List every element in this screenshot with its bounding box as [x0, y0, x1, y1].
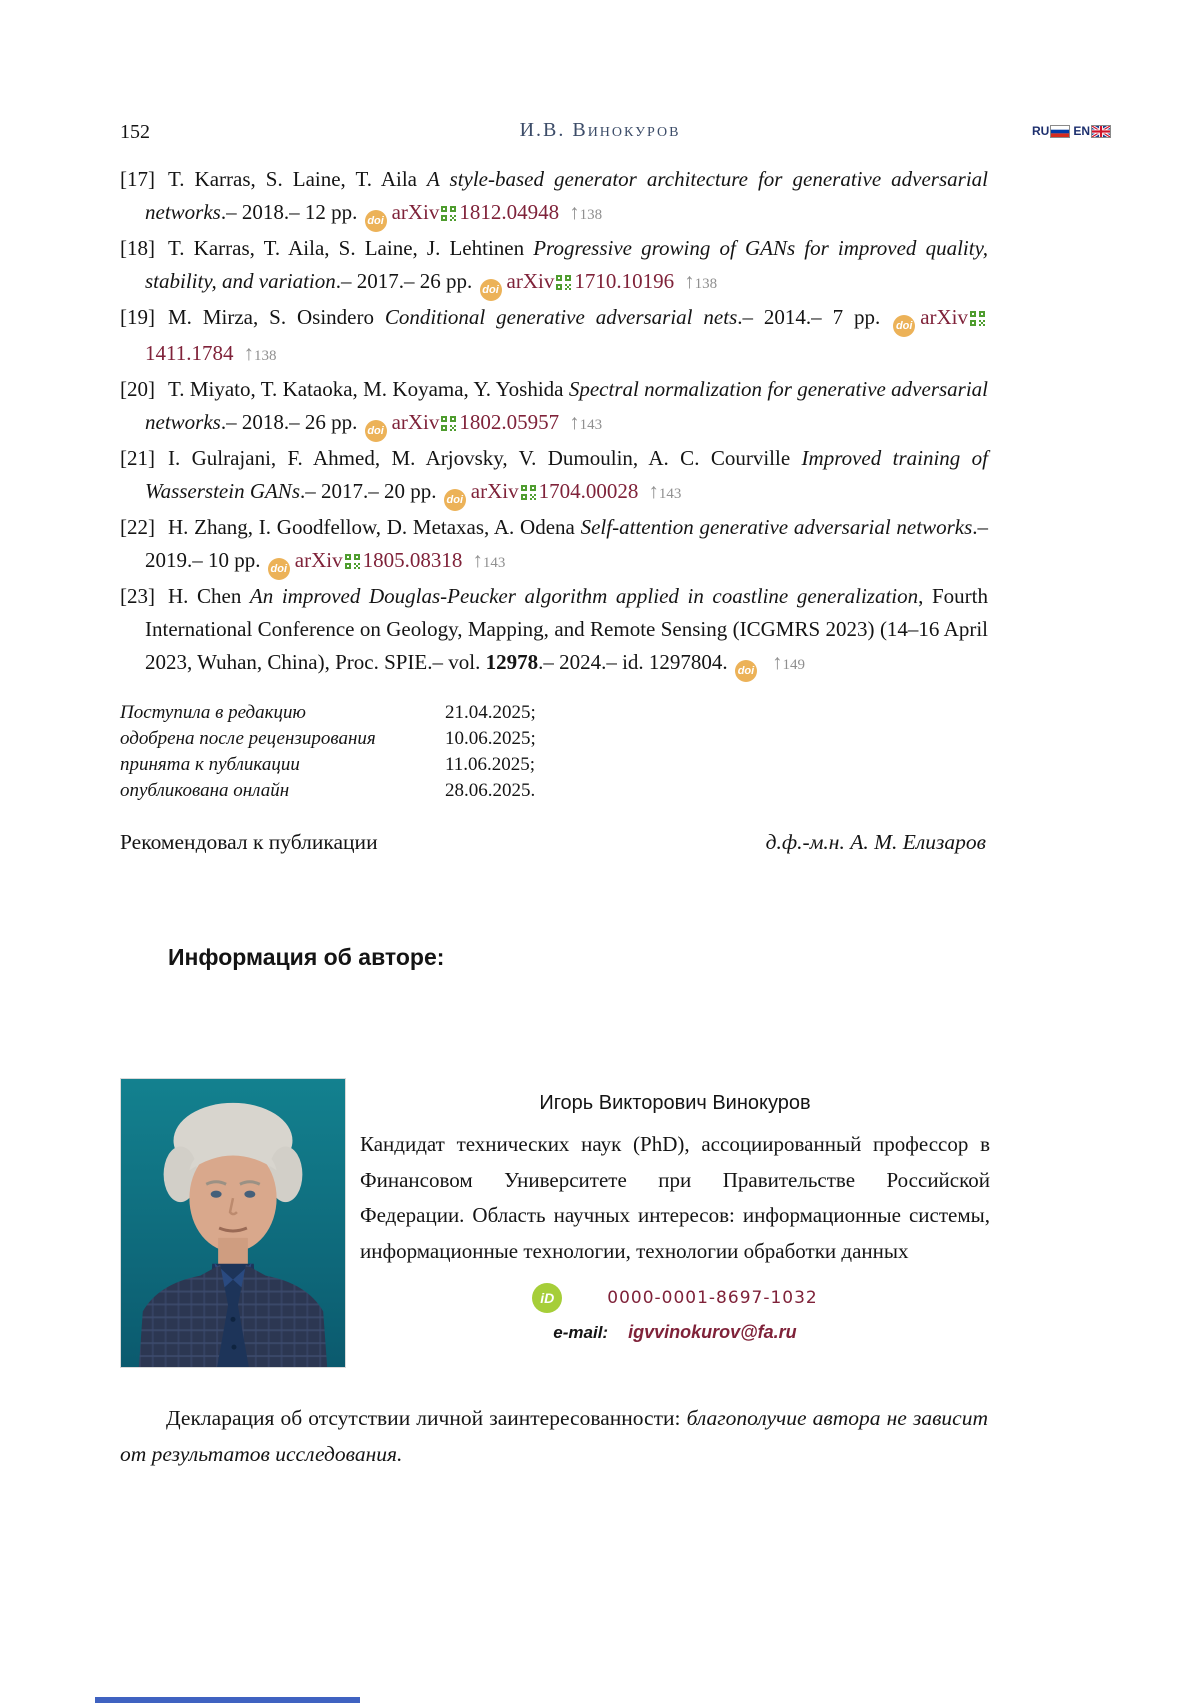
date-label: опубликована онлайн	[120, 780, 290, 801]
arxiv-id: 1812.04948	[459, 200, 560, 224]
arxiv-label: arXiv	[506, 269, 555, 293]
reference-item-19	[120, 301, 988, 373]
reference-authors: T. Karras, S. Laine, T. Aila	[168, 167, 428, 191]
reference-item-23	[120, 580, 988, 682]
recommendation-label: Рекомендовал к публикации	[120, 830, 378, 854]
author-details	[360, 1092, 990, 1343]
reference-authors: H. Zhang, I. Goodfellow, D. Metaxas, A. Odena	[168, 515, 581, 539]
arxiv-id: 1710.10196	[574, 269, 675, 293]
date-value: 21.04.2025;	[445, 702, 536, 723]
backref-page: 138	[694, 276, 718, 292]
reference-details: .– 2014.– 7 pp.	[737, 305, 892, 329]
reference-item-21	[120, 442, 988, 511]
up-arrow-icon: ↑	[569, 200, 580, 224]
citation-backref[interactable]	[648, 479, 681, 503]
reference-title: Improved training of Wasserstein GANs	[145, 446, 988, 503]
reference-title: Progressive growing of GANs for improved quality, stability, and variation	[145, 236, 988, 293]
citation-backref[interactable]	[772, 650, 805, 674]
reference-authors: M. Mirza, S. Osindero	[168, 305, 385, 329]
reference-number: [21]	[120, 446, 155, 470]
up-arrow-icon: ↑	[648, 479, 659, 503]
date-value: 10.06.2025;	[445, 728, 536, 749]
qr-code-icon	[441, 416, 456, 431]
up-arrow-icon: ↑	[472, 548, 483, 572]
arxiv-label: arXiv	[391, 410, 440, 434]
up-arrow-icon: ↑	[569, 410, 580, 434]
reference-details: .– 2017.– 26 pp.	[335, 269, 478, 293]
lang-ru-label: RU	[1032, 124, 1050, 138]
up-arrow-icon: ↑	[771, 650, 783, 674]
qr-code-icon	[556, 275, 571, 290]
email-label: e-mail:	[553, 1323, 609, 1342]
running-head-author: И.В. Винокуров	[519, 119, 681, 141]
next-page-fragment	[95, 1697, 360, 1703]
language-switcher	[1032, 124, 1111, 138]
orcid-icon[interactable]: iD	[532, 1283, 562, 1313]
reference-authors: T. Miyato, T. Kataoka, M. Koyama, Y. Yoshida	[168, 377, 569, 401]
backref-page: 143	[658, 486, 682, 502]
arxiv-id: 1802.05957	[459, 410, 560, 434]
citation-backref[interactable]	[569, 410, 602, 434]
author-bio: Кандидат технических наук (PhD), ассоциированный профессор в Финансовом Университете при Правительстве Российской Федерации. Область научных интересов: информационные системы, информационные технологии, технологии обработки данных	[360, 1132, 990, 1263]
doi-icon[interactable]: doi	[365, 420, 387, 442]
reference-title: A style-based generator architecture for generative adversarial networks	[145, 167, 988, 224]
references-list	[120, 163, 988, 682]
reference-details: .– 2017.– 20 pp.	[300, 479, 442, 503]
ru-flag-icon	[1050, 125, 1070, 138]
up-arrow-icon: ↑	[684, 269, 695, 293]
reference-number: [18]	[120, 236, 155, 260]
qr-code-icon	[441, 206, 456, 221]
arxiv-link[interactable]	[295, 548, 463, 572]
arxiv-id: 1805.08318	[362, 548, 463, 572]
page-number: 152	[120, 121, 150, 143]
backref-page: 143	[482, 555, 506, 571]
doi-icon[interactable]: doi	[893, 315, 915, 337]
declaration-emphasis: благополучие автора не зависит от результатов исследования.	[120, 1406, 988, 1466]
backref-page: 138	[253, 348, 277, 364]
author-photo	[120, 1078, 346, 1368]
citation-backref[interactable]	[243, 341, 276, 365]
citation-backref[interactable]	[684, 269, 717, 293]
conflict-declaration	[120, 1400, 988, 1472]
date-value: 28.06.2025.	[445, 780, 536, 801]
reference-details: .– 2018.– 26 pp.	[220, 410, 363, 434]
arxiv-link[interactable]	[392, 410, 560, 434]
date-label: Поступила в редакцию	[120, 702, 306, 723]
qr-code-icon	[521, 485, 536, 500]
arxiv-link[interactable]	[471, 479, 639, 503]
backref-page: 143	[579, 417, 603, 433]
reference-details: .– 2019.– 10 pp.	[145, 515, 988, 572]
author-name: Игорь Викторович Винокуров	[539, 1092, 811, 1114]
reference-item-17	[120, 163, 988, 232]
date-row-approved	[120, 726, 536, 752]
arxiv-link[interactable]	[507, 269, 675, 293]
reference-item-18	[120, 232, 988, 301]
lang-en-label: EN	[1073, 124, 1091, 138]
reference-details: .– 2018.– 12 pp.	[220, 200, 363, 224]
reference-authors: H. Chen	[168, 584, 250, 608]
doi-icon[interactable]: doi	[365, 210, 387, 232]
arxiv-label: arXiv	[920, 305, 969, 329]
submission-dates-block	[120, 700, 536, 804]
reference-item-22	[120, 511, 988, 580]
reference-authors: I. Gulrajani, F. Ahmed, M. Arjovsky, V. Dumoulin, A. C. Courville	[168, 446, 802, 470]
backref-page: 138	[579, 207, 603, 223]
reference-number: [23]	[120, 584, 155, 608]
reference-authors: T. Karras, T. Aila, S. Laine, J. Lehtinen	[168, 236, 534, 260]
date-row-received	[120, 700, 536, 726]
date-label: принята к публикации	[120, 754, 300, 775]
arxiv-link[interactable]	[392, 200, 560, 224]
reference-title: Spectral normalization for generative adversarial networks	[145, 377, 989, 434]
reference-number: [17]	[120, 167, 155, 191]
orcid-id-link[interactable]: 0000-0001-8697-1032	[607, 1288, 818, 1308]
email-row	[360, 1322, 990, 1343]
reference-number: [22]	[120, 515, 155, 539]
reference-details-2: .– 2024.– id. 1297804.	[538, 650, 733, 674]
backref-page: 149	[782, 657, 805, 673]
arxiv-id: 1411.1784	[145, 341, 234, 365]
reference-number: [19]	[120, 305, 155, 329]
arxiv-label: arXiv	[294, 548, 343, 572]
arxiv-label: arXiv	[391, 200, 440, 224]
doi-icon[interactable]: doi	[480, 279, 502, 301]
doi-icon[interactable]: doi	[735, 660, 757, 682]
declaration-lead: Декларация об отсутствии личной заинтересованности:	[166, 1406, 687, 1430]
reference-title: Self-attention generative adversarial networks	[580, 515, 973, 539]
doi-icon[interactable]: doi	[268, 558, 290, 580]
reference-title: An improved Douglas-Peucker algorithm applied in coastline generalization	[249, 584, 919, 608]
up-arrow-icon: ↑	[243, 341, 254, 365]
email-link[interactable]: igvvinokurov@fa.ru	[628, 1322, 797, 1342]
en-flag-icon	[1091, 125, 1111, 138]
date-row-published	[120, 778, 536, 804]
reference-title: Conditional generative adversarial nets	[384, 305, 738, 329]
reference-item-20	[120, 373, 988, 442]
qr-code-icon	[345, 554, 360, 569]
orcid-row	[360, 1283, 990, 1313]
reference-volume: 12978	[485, 650, 539, 674]
date-row-accepted	[120, 752, 536, 778]
recommendation-editor: д.ф.-м.н. А. М. Елизаров	[765, 830, 986, 854]
author-info-heading: Информация об авторе:	[168, 944, 445, 970]
reference-number: [20]	[120, 377, 155, 401]
date-label: одобрена после рецензирования	[120, 728, 376, 749]
recommendation-line	[120, 830, 986, 855]
citation-backref[interactable]	[472, 548, 505, 572]
lang-switch-ru[interactable]	[1032, 124, 1070, 138]
reference-details: , Fourth International Conference on Geology, Mapping, and Remote Sensing (ICGMRS 2023) (14–16 April 2023, Wuhan, China), Proc. SPIE.– vol.	[145, 584, 988, 674]
doi-icon[interactable]: doi	[444, 489, 466, 511]
date-value: 11.06.2025;	[445, 754, 536, 775]
citation-backref[interactable]	[569, 200, 602, 224]
lang-switch-en[interactable]	[1073, 124, 1111, 138]
arxiv-id: 1704.00028	[538, 479, 639, 503]
arxiv-label: arXiv	[470, 479, 519, 503]
qr-code-icon	[970, 311, 985, 326]
